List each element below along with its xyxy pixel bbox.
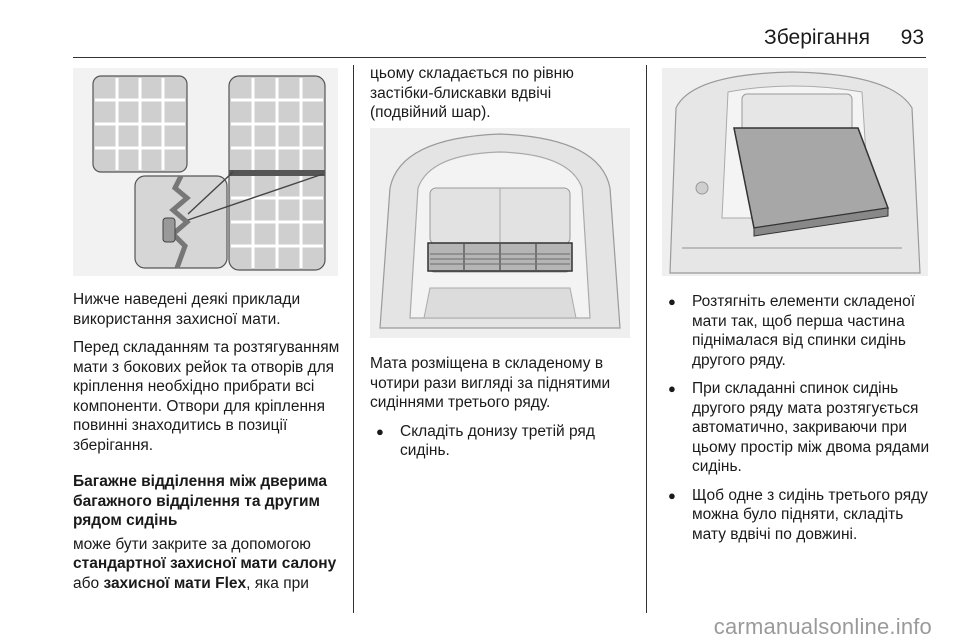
cover-paragraph <box>73 535 343 594</box>
right-bullet-list <box>662 292 932 544</box>
middle-column-top-text <box>370 64 632 132</box>
middle-bullet-list <box>370 422 632 461</box>
zipper-fold-paragraph: цьому складається по рівню застібки-блискавки вдвічі (подвійний шар). <box>370 65 574 121</box>
column-divider-right <box>646 65 647 613</box>
figure-trunk-spread-mat <box>662 68 928 276</box>
mat-position-paragraph: Мата розміщена в складеному в чотири рази вигляді за піднятими сидіннями третього ряду. <box>370 355 611 411</box>
cover-text-end: , яка при <box>246 574 309 592</box>
cover-text-mid: або <box>73 574 104 592</box>
middle-column-bottom-text <box>370 354 632 470</box>
page-number: 93 <box>900 26 924 49</box>
bullet-item: ● Розтягніть елементи складеної мати так, щоб перша частина піднімалася від спинки сидінь другого ряду. <box>662 292 932 370</box>
cover-text-start: може бути закрите за допомогою <box>73 535 311 553</box>
left-column-text <box>73 290 343 602</box>
page-title: Зберігання <box>764 26 870 49</box>
preparation-paragraph: Перед складанням та розтягуванням мати з бокових рейок та отворів для кріплення необхідно прибрати всі компоненти. Отвори для кріплення повинні знаходитись в позиції зберігання. <box>73 339 340 454</box>
figure-mat-zipper <box>73 68 338 276</box>
watermark: carmanualsonline.info <box>713 614 932 639</box>
cover-standard-mat: стандартної захисної мати салону <box>73 555 337 572</box>
bullet-item: ● Складіть донизу третій ряд сидінь. <box>370 422 632 461</box>
figure-trunk-folded-mat <box>370 128 630 338</box>
column-divider-left <box>353 65 354 613</box>
bullet-item: ● При складанні спинок сидінь другого ряду мата розтягується автоматично, закриваючи при цьому простір між двома рядами сидінь. <box>662 379 932 477</box>
intro-paragraph: Нижче наведені деякі приклади використання захисної мати. <box>73 291 301 328</box>
header-divider <box>73 57 926 58</box>
cover-flex-mat: захисної мати Flex <box>103 574 247 592</box>
section-heading: Багажне відділення між дверима багажного відділення та другим рядом сидінь <box>73 473 328 529</box>
bullet-item: ● Щоб одне з сидінь третього ряду можна було підняти, складіть мату вдвічі по довжині. <box>662 486 932 545</box>
right-column-text <box>662 292 932 553</box>
